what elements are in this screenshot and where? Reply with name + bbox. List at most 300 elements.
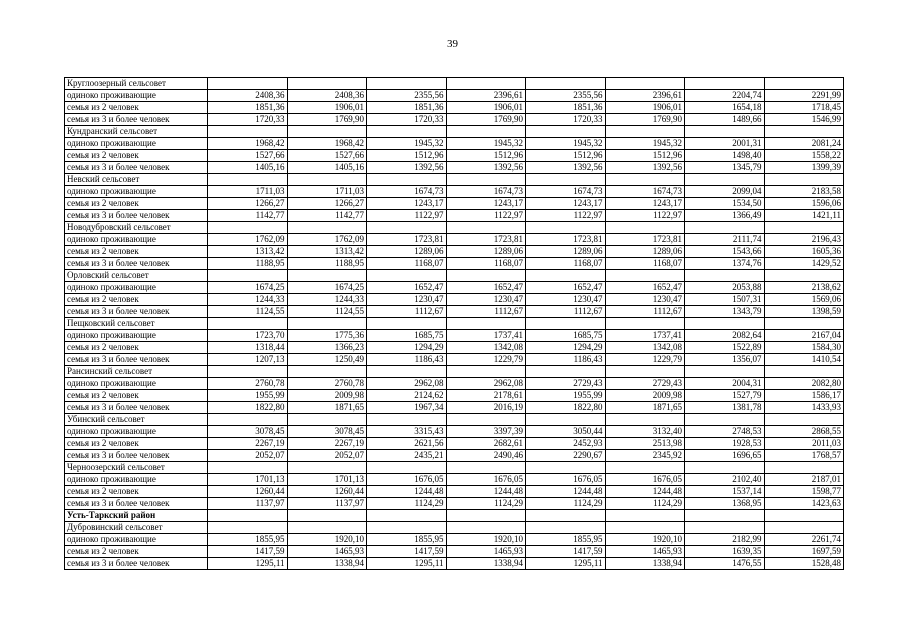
value-cell: 1229,79 (446, 354, 526, 366)
value-cell (605, 462, 685, 474)
value-cell: 1410,54 (764, 354, 844, 366)
settlement-name: Невский сельсовет (65, 174, 208, 186)
row-label: семья из 2 человек (65, 342, 208, 354)
value-cell: 1368,95 (685, 498, 765, 510)
value-cell: 1392,56 (526, 162, 606, 174)
value-cell: 1429,52 (764, 258, 844, 270)
value-cell: 1711,03 (287, 186, 367, 198)
value-cell: 1343,79 (685, 306, 765, 318)
value-cell (526, 366, 606, 378)
value-cell: 1260,44 (287, 486, 367, 498)
value-cell: 1417,59 (208, 546, 288, 558)
group-header-row (65, 126, 844, 138)
value-cell: 1243,17 (605, 198, 685, 210)
table-row (65, 186, 844, 198)
value-cell (446, 222, 526, 234)
value-cell (526, 174, 606, 186)
value-cell: 2435,21 (367, 450, 447, 462)
row-label: семья из 3 и более человек (65, 114, 208, 126)
row-label: семья из 2 человек (65, 486, 208, 498)
value-cell: 1465,93 (446, 546, 526, 558)
row-label: семья из 2 человек (65, 438, 208, 450)
value-cell: 1230,47 (446, 294, 526, 306)
value-cell: 2111,74 (685, 234, 765, 246)
value-cell: 1822,80 (526, 402, 606, 414)
value-cell: 1605,36 (764, 246, 844, 258)
value-cell: 1244,48 (446, 486, 526, 498)
table-row (65, 546, 844, 558)
table-row (65, 486, 844, 498)
table-row (65, 282, 844, 294)
value-cell: 1124,55 (287, 306, 367, 318)
group-header-row (65, 222, 844, 234)
value-cell: 3078,45 (208, 426, 288, 438)
value-cell: 1381,78 (685, 402, 765, 414)
value-cell: 2291,99 (764, 90, 844, 102)
value-cell (446, 522, 526, 534)
row-label: одиноко проживающие (65, 534, 208, 546)
value-cell: 1260,44 (208, 486, 288, 498)
value-cell (685, 270, 765, 282)
table-row (65, 378, 844, 390)
value-cell (208, 366, 288, 378)
value-cell: 1720,33 (208, 114, 288, 126)
value-cell: 2053,88 (685, 282, 765, 294)
table-row (65, 198, 844, 210)
value-cell: 2011,03 (764, 438, 844, 450)
value-cell: 1598,77 (764, 486, 844, 498)
value-cell (367, 510, 447, 522)
row-label: семья из 3 и более человек (65, 210, 208, 222)
table-row (65, 342, 844, 354)
value-cell: 1967,34 (367, 402, 447, 414)
value-cell: 1955,99 (526, 390, 606, 402)
value-cell: 1697,59 (764, 546, 844, 558)
value-cell: 1851,36 (208, 102, 288, 114)
value-cell: 1124,29 (605, 498, 685, 510)
value-cell: 1186,43 (367, 354, 447, 366)
row-label: семья из 3 и более человек (65, 498, 208, 510)
value-cell: 1230,47 (605, 294, 685, 306)
row-label: семья из 2 человек (65, 546, 208, 558)
value-cell: 1769,90 (605, 114, 685, 126)
value-cell: 1289,06 (446, 246, 526, 258)
value-cell: 2760,78 (287, 378, 367, 390)
table-row (65, 234, 844, 246)
value-cell: 1652,47 (605, 282, 685, 294)
value-cell: 1250,49 (287, 354, 367, 366)
value-cell: 1366,49 (685, 210, 765, 222)
value-cell: 1168,07 (446, 258, 526, 270)
value-cell: 3132,40 (605, 426, 685, 438)
value-cell: 1112,67 (526, 306, 606, 318)
value-cell: 1569,06 (764, 294, 844, 306)
table-row (65, 162, 844, 174)
value-cell (685, 174, 765, 186)
value-cell: 1586,17 (764, 390, 844, 402)
value-cell (208, 522, 288, 534)
value-cell: 2345,92 (605, 450, 685, 462)
value-cell: 1769,90 (287, 114, 367, 126)
value-cell (605, 366, 685, 378)
value-cell: 1945,32 (605, 138, 685, 150)
value-cell: 1546,99 (764, 114, 844, 126)
value-cell (685, 462, 765, 474)
value-cell (764, 270, 844, 282)
value-cell: 2183,58 (764, 186, 844, 198)
settlement-name: Кундранский сельсовет (65, 126, 208, 138)
district-name: Усть-Таркский район (65, 510, 208, 522)
value-cell: 1295,11 (526, 558, 606, 570)
value-cell: 1243,17 (446, 198, 526, 210)
value-cell (446, 78, 526, 90)
value-cell: 1313,42 (208, 246, 288, 258)
value-cell (685, 78, 765, 90)
value-cell: 1855,95 (367, 534, 447, 546)
value-cell (605, 126, 685, 138)
value-cell: 2167,04 (764, 330, 844, 342)
value-cell: 1137,97 (208, 498, 288, 510)
value-cell: 1230,47 (526, 294, 606, 306)
value-cell (605, 414, 685, 426)
value-cell: 1244,33 (208, 294, 288, 306)
value-cell: 1945,32 (367, 138, 447, 150)
value-cell: 1855,95 (208, 534, 288, 546)
value-cell: 1243,17 (526, 198, 606, 210)
table-row (65, 102, 844, 114)
value-cell: 1762,09 (208, 234, 288, 246)
value-cell (287, 414, 367, 426)
table-row (65, 306, 844, 318)
value-cell (764, 126, 844, 138)
value-cell: 1345,79 (685, 162, 765, 174)
value-cell (446, 414, 526, 426)
value-cell: 1822,80 (208, 402, 288, 414)
value-cell: 1769,90 (446, 114, 526, 126)
value-cell: 1423,63 (764, 498, 844, 510)
value-cell: 1696,65 (685, 450, 765, 462)
row-label: семья из 2 человек (65, 246, 208, 258)
value-cell: 1392,56 (367, 162, 447, 174)
value-cell: 2099,04 (685, 186, 765, 198)
table-row (65, 498, 844, 510)
value-cell: 1207,13 (208, 354, 288, 366)
value-cell (764, 78, 844, 90)
row-label: одиноко проживающие (65, 426, 208, 438)
value-cell: 2052,07 (208, 450, 288, 462)
value-cell: 1417,59 (526, 546, 606, 558)
tariff-table (64, 77, 844, 570)
table-row (65, 474, 844, 486)
value-cell: 1522,89 (685, 342, 765, 354)
value-cell (605, 270, 685, 282)
value-cell: 1737,41 (605, 330, 685, 342)
value-cell (208, 174, 288, 186)
settlement-name: Дубровинский сельсовет (65, 522, 208, 534)
value-cell: 1244,48 (605, 486, 685, 498)
value-cell: 1851,36 (367, 102, 447, 114)
value-cell: 1906,01 (287, 102, 367, 114)
value-cell (685, 222, 765, 234)
value-cell: 1676,05 (446, 474, 526, 486)
value-cell: 2290,67 (526, 450, 606, 462)
value-cell: 1476,55 (685, 558, 765, 570)
value-cell: 1723,81 (446, 234, 526, 246)
value-cell (526, 318, 606, 330)
settlement-name: Рансинский сельсовет (65, 366, 208, 378)
value-cell: 1768,57 (764, 450, 844, 462)
value-cell: 1871,65 (605, 402, 685, 414)
value-cell (446, 510, 526, 522)
value-cell: 1674,25 (208, 282, 288, 294)
table-row (65, 450, 844, 462)
value-cell (287, 126, 367, 138)
value-cell: 2001,31 (685, 138, 765, 150)
value-cell (605, 222, 685, 234)
value-cell (208, 318, 288, 330)
value-cell: 2004,31 (685, 378, 765, 390)
value-cell: 1421,11 (764, 210, 844, 222)
row-label: одиноко проживающие (65, 90, 208, 102)
value-cell: 1701,13 (208, 474, 288, 486)
group-header-row (65, 414, 844, 426)
table-row (65, 558, 844, 570)
value-cell: 1676,05 (367, 474, 447, 486)
value-cell (287, 318, 367, 330)
value-cell: 1405,16 (208, 162, 288, 174)
row-label: семья из 2 человек (65, 198, 208, 210)
value-cell: 1507,31 (685, 294, 765, 306)
value-cell: 1433,93 (764, 402, 844, 414)
value-cell: 1639,35 (685, 546, 765, 558)
row-label: одиноко проживающие (65, 378, 208, 390)
value-cell: 1512,96 (526, 150, 606, 162)
value-cell: 2081,24 (764, 138, 844, 150)
value-cell: 2196,43 (764, 234, 844, 246)
value-cell: 2052,07 (287, 450, 367, 462)
value-cell: 2182,99 (685, 534, 765, 546)
value-cell: 1676,05 (526, 474, 606, 486)
value-cell (287, 222, 367, 234)
value-cell (446, 270, 526, 282)
value-cell: 1112,67 (446, 306, 526, 318)
value-cell: 2138,62 (764, 282, 844, 294)
value-cell: 1338,94 (287, 558, 367, 570)
value-cell: 1955,99 (208, 390, 288, 402)
value-cell: 1718,45 (764, 102, 844, 114)
value-cell: 2009,98 (287, 390, 367, 402)
value-cell: 1968,42 (208, 138, 288, 150)
value-cell (685, 318, 765, 330)
value-cell: 1465,93 (287, 546, 367, 558)
group-header-row (65, 174, 844, 186)
value-cell (287, 462, 367, 474)
value-cell: 1295,11 (367, 558, 447, 570)
table-row (65, 330, 844, 342)
value-cell: 2102,40 (685, 474, 765, 486)
value-cell: 1342,08 (446, 342, 526, 354)
value-cell: 1920,10 (446, 534, 526, 546)
value-cell: 1674,73 (367, 186, 447, 198)
value-cell: 1124,29 (446, 498, 526, 510)
value-cell: 1342,08 (605, 342, 685, 354)
value-cell: 1945,32 (526, 138, 606, 150)
value-cell: 2355,56 (367, 90, 447, 102)
value-cell (526, 222, 606, 234)
value-cell (367, 174, 447, 186)
value-cell (208, 222, 288, 234)
value-cell: 1928,53 (685, 438, 765, 450)
value-cell: 1112,67 (605, 306, 685, 318)
value-cell: 2396,61 (605, 90, 685, 102)
value-cell: 1338,94 (605, 558, 685, 570)
value-cell: 1366,23 (287, 342, 367, 354)
value-cell (764, 174, 844, 186)
settlement-name: Новодубровский сельсовет (65, 222, 208, 234)
value-cell: 1676,05 (605, 474, 685, 486)
value-cell: 2729,43 (605, 378, 685, 390)
value-cell (764, 318, 844, 330)
value-cell: 1417,59 (367, 546, 447, 558)
value-cell: 1289,06 (605, 246, 685, 258)
group-header-row (65, 270, 844, 282)
row-label: семья из 2 человек (65, 294, 208, 306)
value-cell (764, 222, 844, 234)
table-row (65, 390, 844, 402)
value-cell: 1313,42 (287, 246, 367, 258)
row-label: одиноко проживающие (65, 186, 208, 198)
value-cell: 1534,50 (685, 198, 765, 210)
value-cell: 1674,73 (446, 186, 526, 198)
settlement-name: Орловский сельсовет (65, 270, 208, 282)
table-row (65, 258, 844, 270)
value-cell (208, 78, 288, 90)
value-cell: 2009,98 (605, 390, 685, 402)
value-cell (605, 174, 685, 186)
table-row (65, 90, 844, 102)
value-cell: 1762,09 (287, 234, 367, 246)
value-cell (764, 462, 844, 474)
value-cell: 1399,39 (764, 162, 844, 174)
group-header-row (65, 522, 844, 534)
row-label: семья из 3 и более человек (65, 306, 208, 318)
value-cell: 2962,08 (367, 378, 447, 390)
value-cell: 2452,93 (526, 438, 606, 450)
value-cell: 1652,47 (367, 282, 447, 294)
value-cell: 1229,79 (605, 354, 685, 366)
value-cell (287, 522, 367, 534)
value-cell: 1720,33 (367, 114, 447, 126)
value-cell: 1338,94 (446, 558, 526, 570)
value-cell (685, 522, 765, 534)
value-cell: 1737,41 (446, 330, 526, 342)
value-cell (605, 318, 685, 330)
value-cell: 1122,97 (446, 210, 526, 222)
value-cell: 2355,56 (526, 90, 606, 102)
value-cell: 1920,10 (605, 534, 685, 546)
value-cell: 2187,01 (764, 474, 844, 486)
value-cell: 1685,75 (367, 330, 447, 342)
value-cell: 1674,73 (605, 186, 685, 198)
settlement-name: Круглоозерный сельсовет (65, 78, 208, 90)
value-cell: 2261,74 (764, 534, 844, 546)
row-label: семья из 2 человек (65, 390, 208, 402)
value-cell: 1851,36 (526, 102, 606, 114)
value-cell: 1294,29 (526, 342, 606, 354)
value-cell: 1968,42 (287, 138, 367, 150)
value-cell (446, 174, 526, 186)
value-cell (526, 78, 606, 90)
value-cell (685, 366, 765, 378)
table-row (65, 438, 844, 450)
value-cell: 1906,01 (446, 102, 526, 114)
row-label: одиноко проживающие (65, 474, 208, 486)
value-cell: 2178,61 (446, 390, 526, 402)
value-cell: 1512,96 (446, 150, 526, 162)
value-cell: 1295,11 (208, 558, 288, 570)
value-cell (208, 510, 288, 522)
value-cell: 1855,95 (526, 534, 606, 546)
group-header-row (65, 318, 844, 330)
value-cell (605, 510, 685, 522)
group-header-row (65, 462, 844, 474)
value-cell: 1124,55 (208, 306, 288, 318)
value-cell: 1945,32 (446, 138, 526, 150)
value-cell: 1723,81 (367, 234, 447, 246)
value-cell (208, 462, 288, 474)
value-cell: 1652,47 (446, 282, 526, 294)
table-row (65, 138, 844, 150)
value-cell: 1528,48 (764, 558, 844, 570)
value-cell (367, 462, 447, 474)
value-cell (685, 510, 765, 522)
value-cell (526, 510, 606, 522)
value-cell (208, 126, 288, 138)
row-label: одиноко проживающие (65, 330, 208, 342)
table-row (65, 294, 844, 306)
value-cell: 1186,43 (526, 354, 606, 366)
value-cell (367, 366, 447, 378)
value-cell (208, 270, 288, 282)
row-label: семья из 2 человек (65, 150, 208, 162)
value-cell: 2682,61 (446, 438, 526, 450)
value-cell: 1543,66 (685, 246, 765, 258)
value-cell: 1243,17 (367, 198, 447, 210)
value-cell: 1122,97 (367, 210, 447, 222)
value-cell: 1711,03 (208, 186, 288, 198)
value-cell: 1266,27 (208, 198, 288, 210)
row-label: семья из 3 и более человек (65, 558, 208, 570)
row-label: семья из 3 и более человек (65, 450, 208, 462)
row-label: одиноко проживающие (65, 138, 208, 150)
value-cell: 3050,44 (526, 426, 606, 438)
value-cell: 1723,81 (605, 234, 685, 246)
value-cell (526, 126, 606, 138)
value-cell: 1527,66 (287, 150, 367, 162)
value-cell: 2868,55 (764, 426, 844, 438)
table-row (65, 426, 844, 438)
value-cell (367, 318, 447, 330)
value-cell: 1356,07 (685, 354, 765, 366)
value-cell (367, 126, 447, 138)
value-cell: 1871,65 (287, 402, 367, 414)
value-cell: 1906,01 (605, 102, 685, 114)
row-label: семья из 3 и более человек (65, 162, 208, 174)
value-cell (446, 366, 526, 378)
value-cell: 1142,77 (208, 210, 288, 222)
value-cell: 3078,45 (287, 426, 367, 438)
group-header-row (65, 78, 844, 90)
